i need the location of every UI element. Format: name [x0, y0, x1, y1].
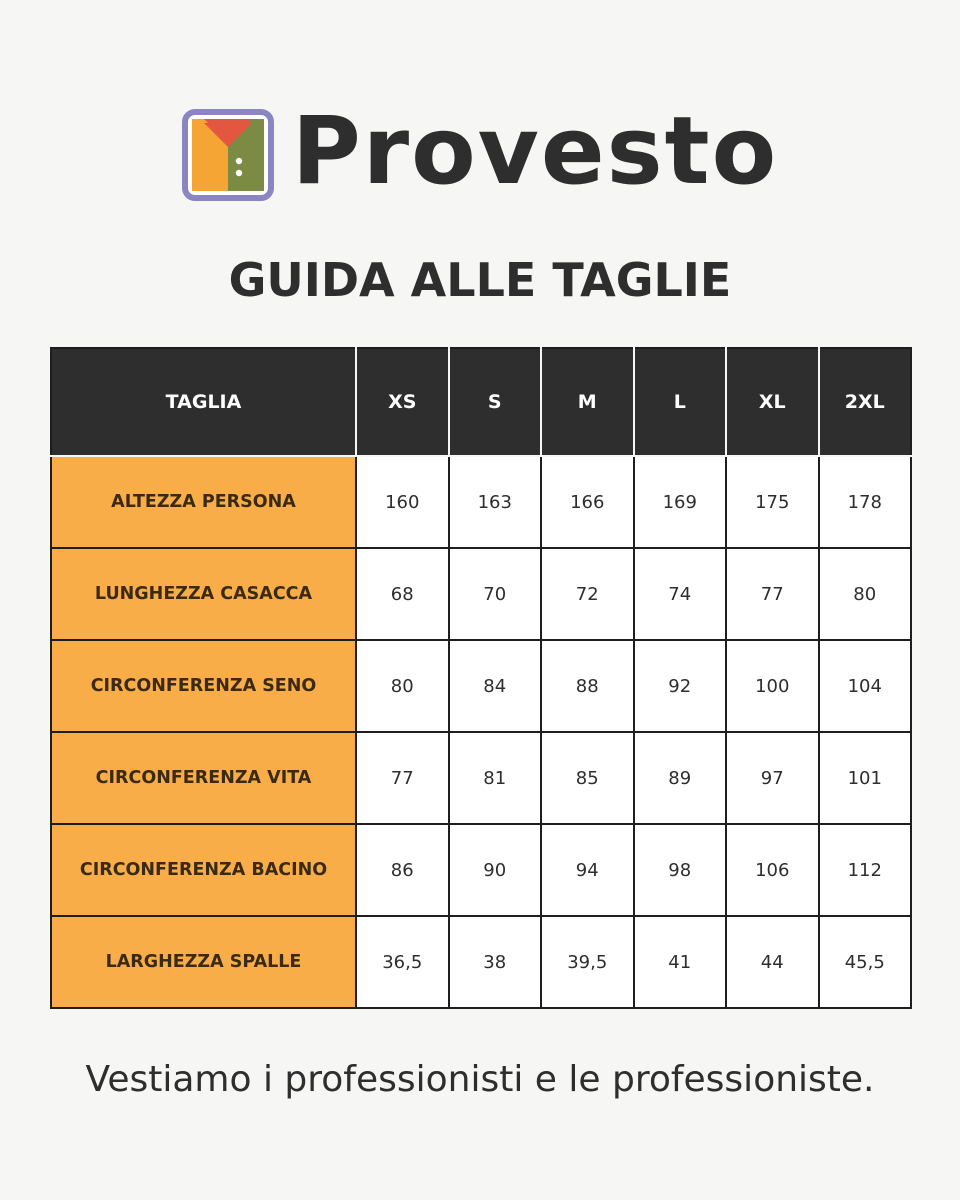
table-cell: 85 [541, 732, 634, 824]
table-cell: 84 [449, 640, 542, 732]
table-cell: 89 [634, 732, 727, 824]
table-cell: 88 [541, 640, 634, 732]
table-cell: 97 [726, 732, 819, 824]
tagline: Vestiamo i professionisti e le professioniste. [85, 1059, 875, 1100]
table-cell: 44 [726, 916, 819, 1008]
table-cell: 45,5 [819, 916, 912, 1008]
row-label: ALTEZZA PERSONA [51, 456, 356, 548]
row-label: CIRCONFERENZA BACINO [51, 824, 356, 916]
table-cell: 90 [449, 824, 542, 916]
table-row [51, 916, 911, 1008]
brand-header [0, 97, 960, 210]
table-cell: 74 [634, 548, 727, 640]
table-cell: 178 [819, 456, 912, 548]
table-cell: 77 [356, 732, 449, 824]
brand-name: Provesto [291, 97, 779, 206]
size-header: S [449, 348, 542, 456]
table-cell: 94 [541, 824, 634, 916]
table-cell: 77 [726, 548, 819, 640]
table-row [51, 732, 911, 824]
table-cell: 38 [449, 916, 542, 1008]
size-header: M [541, 348, 634, 456]
table-cell: 92 [634, 640, 727, 732]
table-cell: 80 [356, 640, 449, 732]
table-cell: 86 [356, 824, 449, 916]
table-cell: 175 [726, 456, 819, 548]
table-cell: 72 [541, 548, 634, 640]
row-label: LARGHEZZA SPALLE [51, 916, 356, 1008]
table-cell: 112 [819, 824, 912, 916]
table-cell: 101 [819, 732, 912, 824]
table-header-row [51, 348, 911, 456]
row-label: CIRCONFERENZA VITA [51, 732, 356, 824]
table-cell: 106 [726, 824, 819, 916]
corner-label: TAGLIA [51, 348, 356, 456]
table-cell: 36,5 [356, 916, 449, 1008]
table-cell: 81 [449, 732, 542, 824]
table-row [51, 640, 911, 732]
table-cell: 169 [634, 456, 727, 548]
table-cell: 68 [356, 548, 449, 640]
table-cell: 98 [634, 824, 727, 916]
row-label: CIRCONFERENZA SENO [51, 640, 356, 732]
size-guide-table [50, 347, 912, 1009]
table-row [51, 548, 911, 640]
table-row [51, 824, 911, 916]
table-cell: 166 [541, 456, 634, 548]
row-label: LUNGHEZZA CASACCA [51, 548, 356, 640]
table-cell: 100 [726, 640, 819, 732]
table-cell: 163 [449, 456, 542, 548]
size-header: XL [726, 348, 819, 456]
size-header: XS [356, 348, 449, 456]
table-cell: 160 [356, 456, 449, 548]
table-cell: 104 [819, 640, 912, 732]
table-cell: 41 [634, 916, 727, 1008]
page-title: GUIDA ALLE TAGLIE [228, 253, 732, 307]
size-header: L [634, 348, 727, 456]
size-header: 2XL [819, 348, 912, 456]
table-row [51, 456, 911, 548]
table-cell: 80 [819, 548, 912, 640]
table-cell: 70 [449, 548, 542, 640]
table-cell: 39,5 [541, 916, 634, 1008]
provesto-logo-icon [182, 109, 274, 201]
